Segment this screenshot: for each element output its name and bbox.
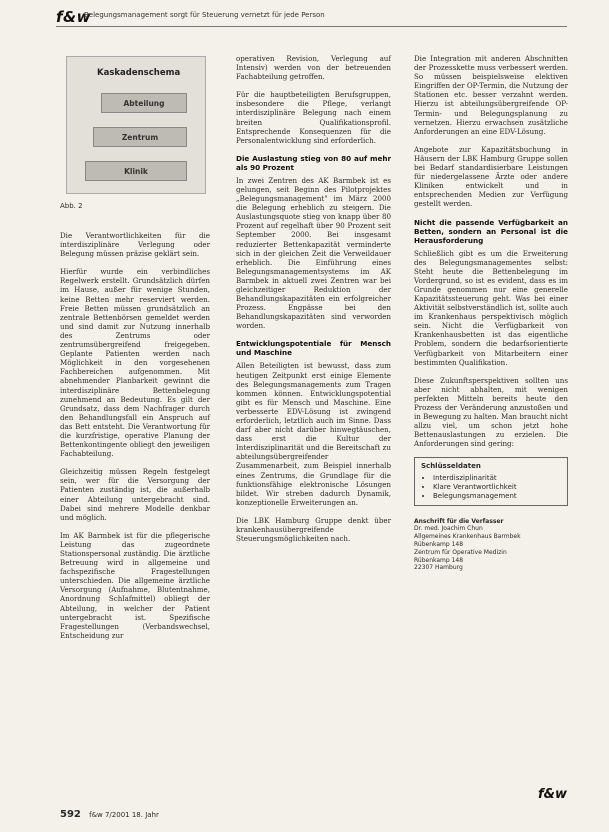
keyword-item: • Belegungsmanagement [433, 492, 561, 501]
figure-title: Kaskadenschema [97, 68, 181, 78]
paragraph: Die Verantwortlichkeiten für die interdisziplinäre Verlegung oder Belegung müssen präzise geklärt sein. [60, 231, 210, 259]
paragraph: Für die hauptbeteiligten Berufsgruppen, insbesondere die Pflege, verlangt interdisziplinäre Belegung nach einem breiten Qualifikationsprofil. Entsprechende Konsequenzen für die Personalentwicklung sind erforderlich. [236, 90, 391, 145]
journal-issue: f&w 7/2001 18. Jahr [89, 811, 159, 819]
address-line: Dr. med. Joachim Chun [414, 525, 483, 533]
figure-caption: Abb. 2 [60, 202, 83, 210]
journal-logo: f&w [56, 8, 91, 26]
figure-step-klinik: Klinik [85, 161, 187, 181]
keyword-item: • Interdisziplinarität [433, 474, 561, 483]
author-address [414, 518, 568, 573]
keyword-item: • Klare Verantwortlichkeit [433, 483, 561, 492]
paragraph: Gleichzeitig müssen Regeln festgelegt sein, wer für die Versorgung der Patienten zuständig ist, die außerhalb einer Abteilung untergebracht sind. Dabei sind mehrere Modelle denkbar und möglich. [60, 467, 210, 522]
address-title: Anschrift für die Verfasser [414, 517, 504, 525]
address-line: Rübenkamp 148 [414, 540, 464, 548]
column-3 [414, 54, 568, 572]
paragraph: Die Integration mit anderen Abschnitten der Prozesskette muss verbessert werden. So müssen beispielsweise elektiven Eingriffen der OP-Termin, die Nutzung der Stationen etc. besser verzahnt werden. Hierzu ist abteilungsübergreifende OP-Termin- und Belegungsplanung zu vernetzen. Hierzu erwachsen zusätzliche Anforderungen an eine EDV-Lösung. [414, 54, 568, 136]
keywords-list [421, 474, 561, 501]
keywords-title: Schlüsseldaten [421, 462, 481, 471]
keywords-box [414, 457, 568, 505]
address-line: 22307 Hamburg [414, 564, 463, 572]
header-rule [56, 26, 567, 27]
address-line: Allgemeines Krankenhaus Barmbek [414, 533, 521, 541]
section-heading: Nicht die passende Verfügbarkeit an Betten, sondern an Personal ist die Herausforderung [414, 217, 568, 245]
paragraph: Diese Zukunftsperspektiven sollten uns aber nicht abhalten, mit wenigen perfekten Mitteln bereits heute den Prozess der Veränderung anzustoßen und in Bewegung zu halten. Man braucht nicht allzu viel, um schon jetzt hohe Bettenauslastungen zu erzielen. Die Anforderungen sind gering: [414, 375, 568, 449]
paragraph: Allen Beteiligten ist bewusst, dass zum heutigen Zeitpunkt erst einige Elemente des Belegungsmanagements zum Tragen kommen können. Entwicklungspotential gibt es für Mensch und Maschine. Eine verbesserte EDV-Lösung ist zwingend erforderlich, letztlich auch im Sinne. Dass darf aber nicht darüber hinwegtäuschen, dass erst die Kultur der Interdisziplinarität und die Bereitschaft zu abteilungsübergreifender Zusammenarbeit, zum Beispiel innerhalb eines Zentrums, die Grundlage für die funktionsfähige elektronische Lösungen bildet. Wir streben dadurch Dynamik, konzeptionelle Erweiterungen an. [236, 361, 391, 507]
paragraph: Hierfür wurde ein verbindliches Regelwerk erstellt. Grundsätzlich dürfen im Hause, außer für wenige Stunden, keine Betten mehr reserviert werden. Freie Betten müssen grundsätzlich an zentrale Bettenbörsen gemeldet werden und sind damit zur Nutzung innerhalb des Zentrums oder zentrumsübergreifend freigegeben. Geplante Patienten werden nach Möglichkeit in den vorgesehenen Fachbereichen aufgenommen. Mit abnehmender Planbarkeit gewinnt die interdisziplinäre Bettenbelegung zunehmend an Bedeutung. Es gilt der Grundsatz, dass dem Nachfrager durch den Behandlungsfall ein Anspruch auf das Bett entsteht. Die Verantwortung für die kurzfristige, operative Planung der Bettenkontingente obliegt den jeweiligen Fachabteilung. [60, 267, 210, 459]
paragraph: Die LBK Hamburg Gruppe denkt über krankenhausübergreifende Steuerungsmöglichkeiten nach. [236, 515, 391, 544]
paragraph: Im AK Barmbek ist für die pflegerische Leistung das zugeordnete Stationspersonal zuständig. Die ärztliche Betreuung wird in allgemeine und fachspezifische Fragestellungen unterschieden. Die allgemeine ärztliche Versorgung (Aufnahme, Blutentnahme, Anordnung Schlafmittel) obliegt der Abteilung, in welcher der Patient untergebracht ist. Spezifische Fragestellungen (Verbandswechsel, Entscheidung zur [60, 530, 210, 640]
paragraph: Angebote zur Kapazitätsbuchung in Häusern der LBK Hamburg Gruppe sollen bei Bedarf standardisierbare Leistungen für niedergelassene Ärzte oder andere Kliniken entwickelt und in entsprechenden Medien zur Verfügung gestellt werden. [414, 144, 568, 209]
section-heading: Entwicklungspotentiale für Mensch und Maschine [236, 339, 391, 358]
page-footer [60, 809, 159, 820]
figure-step-zentrum: Zentrum [93, 127, 187, 147]
address-line: Rübenkamp 148 [414, 556, 464, 564]
column-1 [60, 231, 210, 649]
section-heading: Die Auslastung stieg von 80 auf mehr als 90 Prozent [236, 153, 391, 172]
paragraph: Schließlich gibt es um die Erweiterung des Belegungsmanagementes selbst: Steht heute die Bettenbelegung im Vordergrund, so ist es evident, dass es im Grunde genommen nur eine generelle Kapazitätssteuerung geht. Was bei einer Aktivität selbstverständlich ist, sollte auch im Krankenhaus perspektivisch möglich sein. Nicht die Verfügbarkeit von Krankenhausbetten ist das eigentliche Problem, sondern die bedarfsorientierte Verfügbarkeit von Mitarbeitern einer bestimmten Qualifikation. [414, 248, 568, 367]
journal-logo-footer: f&w [537, 787, 567, 802]
paragraph: operativen Revision, Verlegung auf Intensiv) werden von der betreuenden Fachabteilung getroffen. [236, 54, 391, 82]
page-number: 592 [60, 809, 81, 820]
paragraph: In zwei Zentren des AK Barmbek ist es gelungen, seit Beginn des Pilotprojektes „Belegungsmanagement" im März 2000 die Belegung erheblich zu steigern. Die Auslastungsquote stieg von knapp über 80 Prozent auf regelhaft über 90 Prozent seit September 2000. Bei insgesamt reduzierter Bettenkapazität verminderte sich in der gleichen Zeit die Verweildauer erheblich. Die Einführung eines Belegungsmanagementsystems im AK Barmbek in aktuell zwei Zentren war bei gleichzeitiger Reduktion der Behandlungskapazitäten ein erfolgreicher Prozess. Engpässe bei den Behandlungskapazitäten sind verworden worden. [236, 175, 391, 331]
address-line: Zentrum für Operative Medizin [414, 548, 507, 556]
figure-step-abteilung: Abteilung [101, 93, 187, 113]
cascade-figure [66, 56, 206, 194]
running-header: Belegungsmanagement sorgt für Steuerung vernetzt für jede Person [84, 11, 325, 19]
column-2 [236, 54, 391, 552]
